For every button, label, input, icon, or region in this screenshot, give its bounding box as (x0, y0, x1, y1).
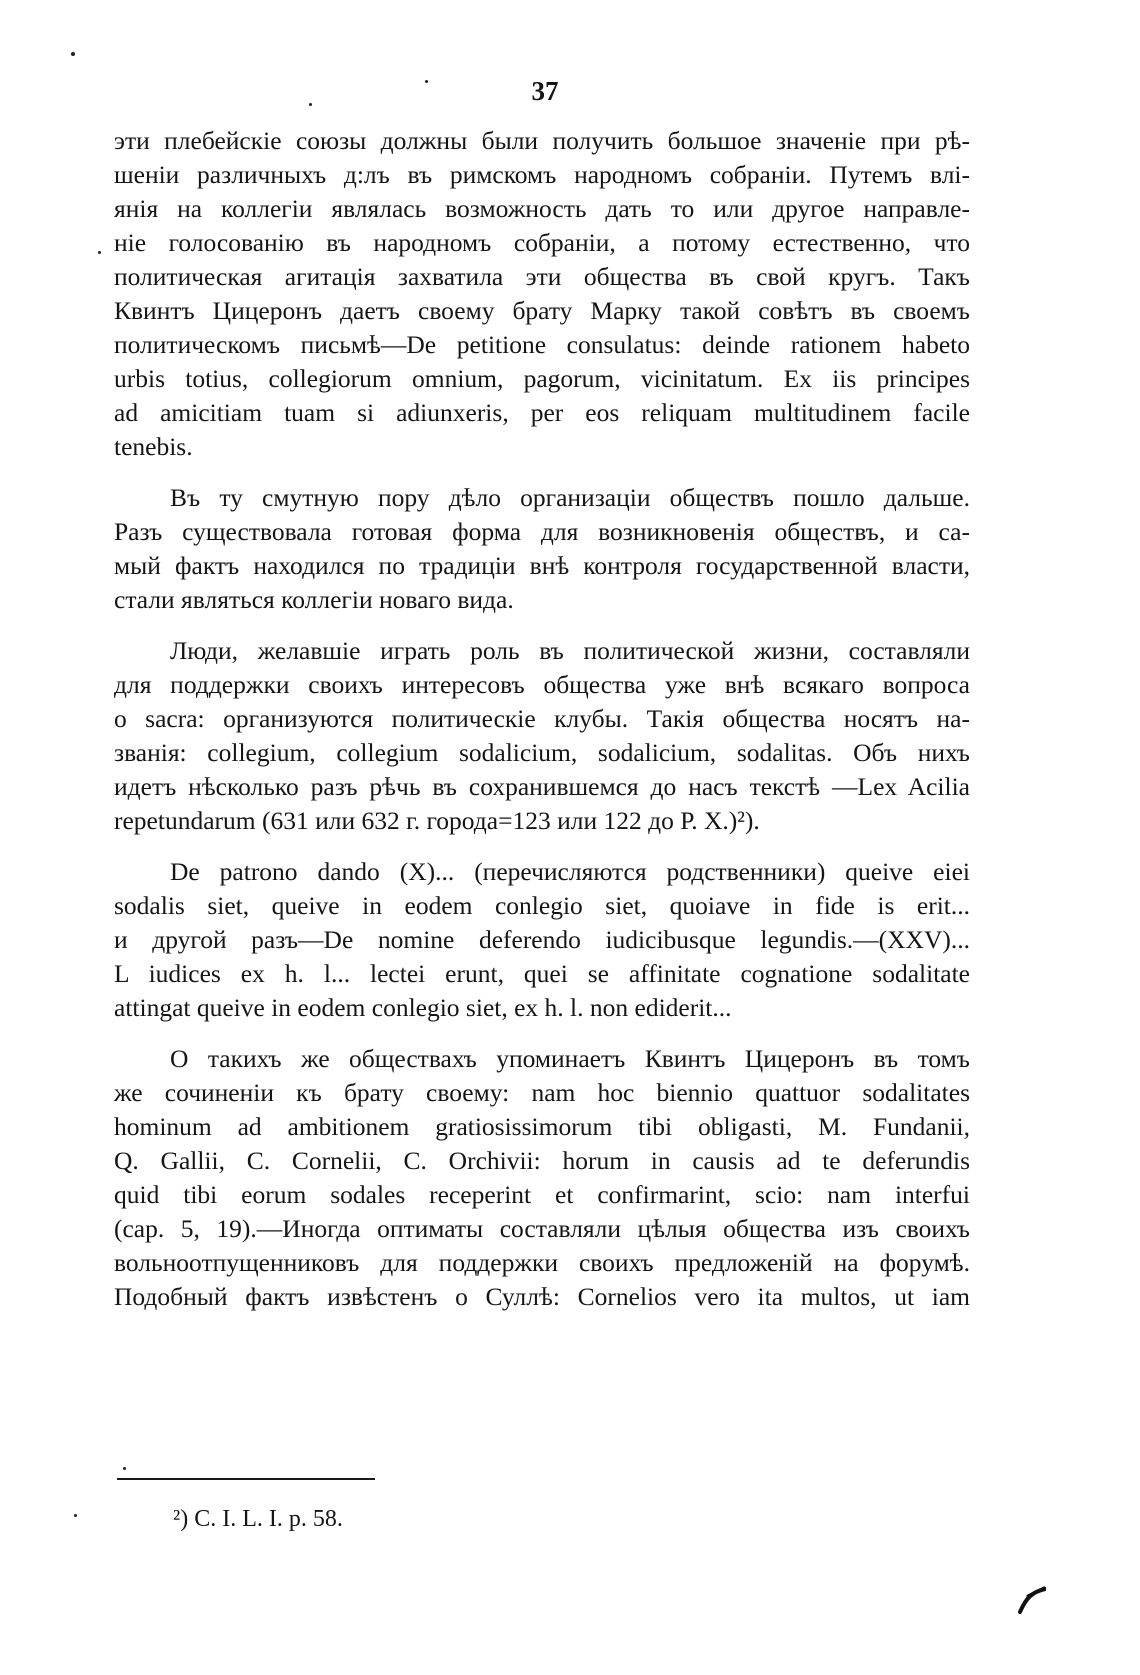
text-line: званія: collegium, collegium sodalicium, sodalicium, sodalitas. Объ нихъ (114, 738, 970, 767)
paragraph-2 (114, 481, 970, 617)
body-text (114, 124, 970, 1331)
scan-speck (98, 251, 101, 254)
text-line: О такихъ же обществахъ упоминаетъ Квинтъ Цицеронъ въ томъ (170, 1044, 970, 1073)
text-line: о sacra: организуются политическіе клубы. Такія общества носятъ на- (114, 704, 970, 733)
text-line: urbis totius, collegiorum omnium, pagorum, vicinitatum. Ex iis principes (114, 364, 970, 393)
text-line: De patrono dando (X)... (перечисляются родственники) queive eiei (170, 857, 970, 886)
text-line: Въ ту смутную пору дѣло организаціи обществъ пошло дальше. (170, 483, 970, 512)
text-line: tenebis. (114, 432, 193, 461)
text-line: hominum ad ambitionem gratiosissimorum tibi obligasti, M. Fundanii, (114, 1112, 970, 1141)
text-line: Люди, желавшіе играть роль въ политической жизни, составляли (170, 636, 970, 665)
text-line: L iudices ex h. l... lectei erunt, quei se affinitate cognatione sodalitate (114, 959, 970, 988)
paragraph-4 (114, 855, 970, 1025)
text-line: Подобный фактъ извѣстенъ о Суллѣ: Cornelios vero ita multos, ut iam (114, 1282, 970, 1311)
text-line: эти плебейскіе союзы должны были получить большое значеніе при рѣ- (114, 126, 970, 155)
text-line: политическая агитація захватила эти общества въ свой кругъ. Такъ (114, 262, 970, 291)
text-line: Квинтъ Цицеронъ даетъ своему брату Марку такой совѣтъ въ своемъ (114, 296, 970, 325)
text-line: стали являться коллегіи новаго вида. (114, 585, 514, 614)
paragraph-1 (114, 124, 970, 464)
text-line: (cap. 5, 19).—Иногда оптиматы составляли цѣлыя общества изъ своихъ (114, 1214, 970, 1243)
scan-speck (425, 80, 428, 83)
scan-speck (71, 52, 75, 56)
text-line: же сочиненіи къ брату своему: nam hoc biennio quattuor sodalitates (114, 1078, 970, 1107)
footnote: ²) C. I. L. I. p. 58. (173, 1506, 343, 1532)
text-line: для поддержки своихъ интересовъ общества уже внѣ всякаго вопроса (114, 670, 970, 699)
scan-speck (309, 103, 312, 106)
scan-speck (74, 1514, 77, 1517)
pen-stroke-mark (1018, 1584, 1046, 1614)
footnote-divider (117, 1478, 375, 1480)
text-line: мый фактъ находился по традиціи внѣ контроля государственной власти, (114, 551, 970, 580)
text-line: ad amicitiam tuam si adiunxeris, per eos reliquam multitudinem facile (114, 398, 970, 427)
text-line: quid tibi eorum sodales receperint et confirmarint, scio: nam interfui (114, 1180, 970, 1209)
text-line: янія на коллегіи являлась возможность дать то или другое направле- (114, 194, 970, 223)
text-line: вольноотпущенниковъ для поддержки своихъ предложеній на форумѣ. (114, 1248, 970, 1277)
text-line: sodalis siet, queive in eodem conlegio siet, quoiave in fide is erit... (114, 891, 970, 920)
text-line: attingat queive in eodem conlegio siet, ex h. l. non ediderit... (114, 993, 732, 1022)
text-line: политическомъ письмѣ—De petitione consulatus: deinde rationem habeto (114, 330, 970, 359)
paragraph-5 (114, 1042, 970, 1314)
text-line: идетъ нѣсколько разъ рѣчь въ сохранившемся до насъ текстѣ —Lex Acilia (114, 772, 970, 801)
text-line: Q. Gallii, C. Cornelii, C. Orchivii: horum in causis ad te deferundis (114, 1146, 970, 1175)
text-line: Разъ существовала готовая форма для возникновенія обществъ, и са- (114, 517, 970, 546)
text-line: repetundarum (631 или 632 г. города=123 или 122 до Р. Х.)²). (114, 806, 760, 835)
scan-speck (123, 1467, 126, 1470)
text-line: ніе голосованію въ народномъ собраніи, а потому естественно, что (114, 228, 970, 257)
paragraph-3 (114, 634, 970, 838)
page-number: 37 (531, 76, 559, 106)
text-line: шеніи различныхъ д:лъ въ римскомъ народномъ собраніи. Путемъ влі- (114, 160, 970, 189)
text-line: и другой разъ—De nomine deferendo iudicibusque legundis.—(XXV)... (114, 925, 970, 954)
